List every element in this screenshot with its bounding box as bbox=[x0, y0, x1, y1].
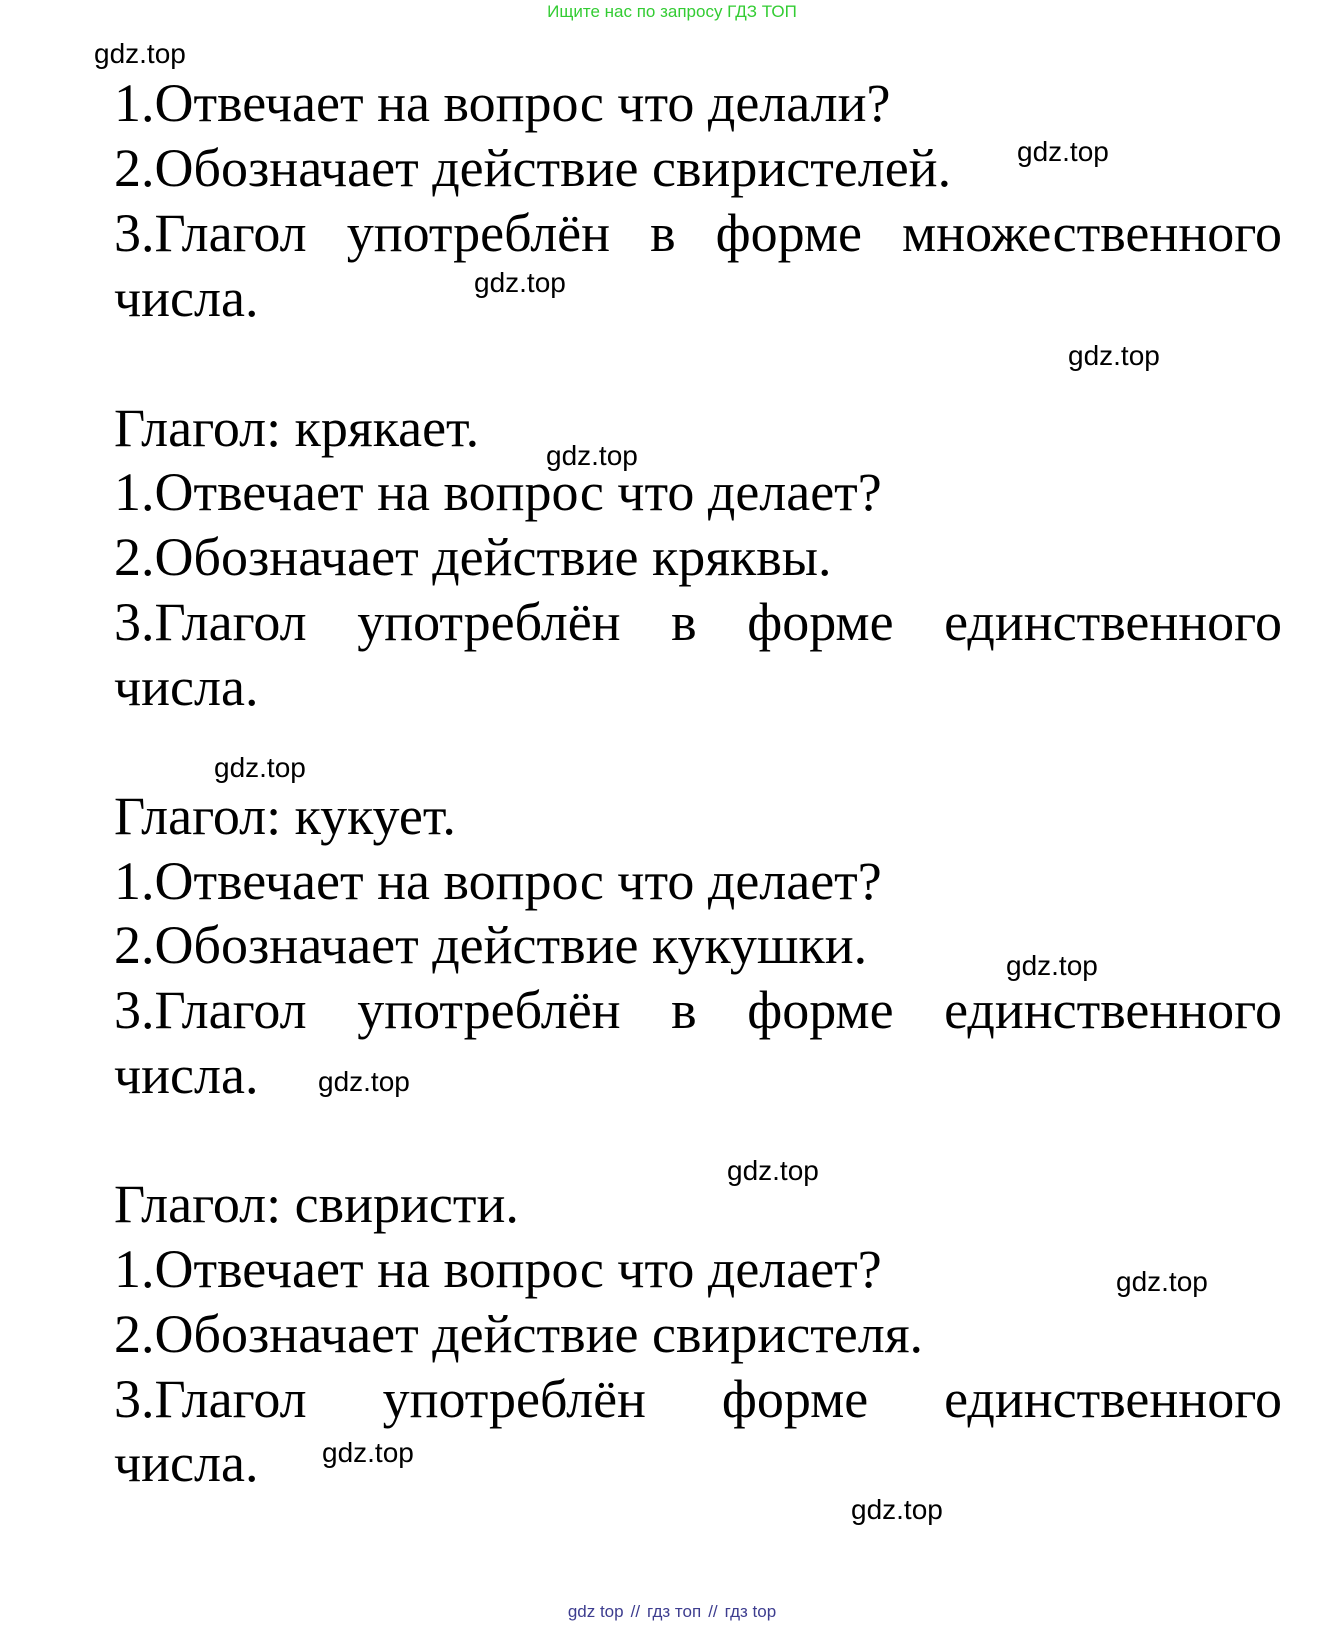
answer-line: 1.Отвечает на вопрос что делали? bbox=[114, 73, 891, 133]
word: форме bbox=[747, 592, 894, 652]
footer-separator: // bbox=[708, 1602, 718, 1621]
section-heading: Глагол: кукует. bbox=[114, 786, 456, 846]
word: множественного bbox=[902, 203, 1282, 263]
search-banner: Ищите нас по запросу ГДЗ ТОП bbox=[547, 2, 797, 21]
word: употреблён bbox=[382, 1369, 646, 1429]
word: единственного bbox=[944, 592, 1282, 652]
answer-line: числа. bbox=[114, 268, 259, 328]
answer-line: 1.Отвечает на вопрос что делает? bbox=[114, 462, 882, 522]
word: форме bbox=[747, 980, 894, 1040]
word: форме bbox=[721, 1369, 869, 1429]
answer-line: 2.Обозначает действие свиристеля. bbox=[114, 1304, 924, 1364]
watermark: gdz.top bbox=[851, 1494, 943, 1525]
word: 3.Глагол bbox=[114, 203, 307, 263]
footer-separator: // bbox=[630, 1602, 641, 1621]
word: единственного bbox=[944, 1369, 1282, 1429]
watermark: gdz.top bbox=[322, 1437, 414, 1468]
watermark: gdz.top bbox=[1068, 340, 1160, 371]
answer-line-justified bbox=[114, 200, 1282, 266]
word: употреблён bbox=[346, 203, 611, 263]
word: 3.Глагол bbox=[114, 980, 307, 1040]
watermark: gdz.top bbox=[1116, 1266, 1208, 1297]
word: в bbox=[671, 592, 697, 652]
footer-link[interactable]: gdz top bbox=[567, 1602, 624, 1621]
watermark: gdz.top bbox=[474, 267, 566, 298]
answer-line-justified bbox=[114, 589, 1282, 655]
word: 3.Глагол bbox=[114, 1369, 307, 1429]
watermark: gdz.top bbox=[546, 440, 638, 471]
word: в bbox=[671, 980, 697, 1040]
word: форме bbox=[715, 203, 862, 263]
answer-line: числа. bbox=[114, 1045, 259, 1105]
watermark: gdz.top bbox=[727, 1155, 819, 1186]
answer-line: числа. bbox=[114, 1433, 259, 1493]
answer-line: числа. bbox=[114, 657, 259, 717]
word: 3.Глагол bbox=[114, 592, 307, 652]
watermark: gdz.top bbox=[214, 752, 306, 783]
answer-line: 2.Обозначает действие кряквы. bbox=[114, 527, 832, 587]
answer-line: 1.Отвечает на вопрос что делает? bbox=[114, 1239, 882, 1299]
answer-line-justified bbox=[114, 1366, 1282, 1432]
section-heading: Глагол: свиристи. bbox=[114, 1174, 519, 1234]
section-heading: Глагол: крякает. bbox=[114, 398, 480, 458]
footer-link[interactable]: гдз top bbox=[724, 1602, 777, 1621]
word: единственного bbox=[944, 980, 1282, 1040]
word: в bbox=[650, 203, 676, 263]
answer-line: 1.Отвечает на вопрос что делает? bbox=[114, 851, 882, 911]
watermark: gdz.top bbox=[1017, 136, 1109, 167]
answer-line: 2.Обозначает действие свиристелей. bbox=[114, 138, 952, 198]
footer-links bbox=[0, 1601, 1344, 1623]
word: употреблён bbox=[357, 980, 621, 1040]
watermark: gdz.top bbox=[94, 38, 186, 69]
watermark: gdz.top bbox=[1006, 950, 1098, 981]
answer-line: 2.Обозначает действие кукушки. bbox=[114, 915, 868, 975]
watermark: gdz.top bbox=[318, 1066, 410, 1097]
answer-line-justified bbox=[114, 977, 1282, 1043]
footer-link[interactable]: гдз топ bbox=[647, 1602, 702, 1621]
word: употреблён bbox=[357, 592, 621, 652]
